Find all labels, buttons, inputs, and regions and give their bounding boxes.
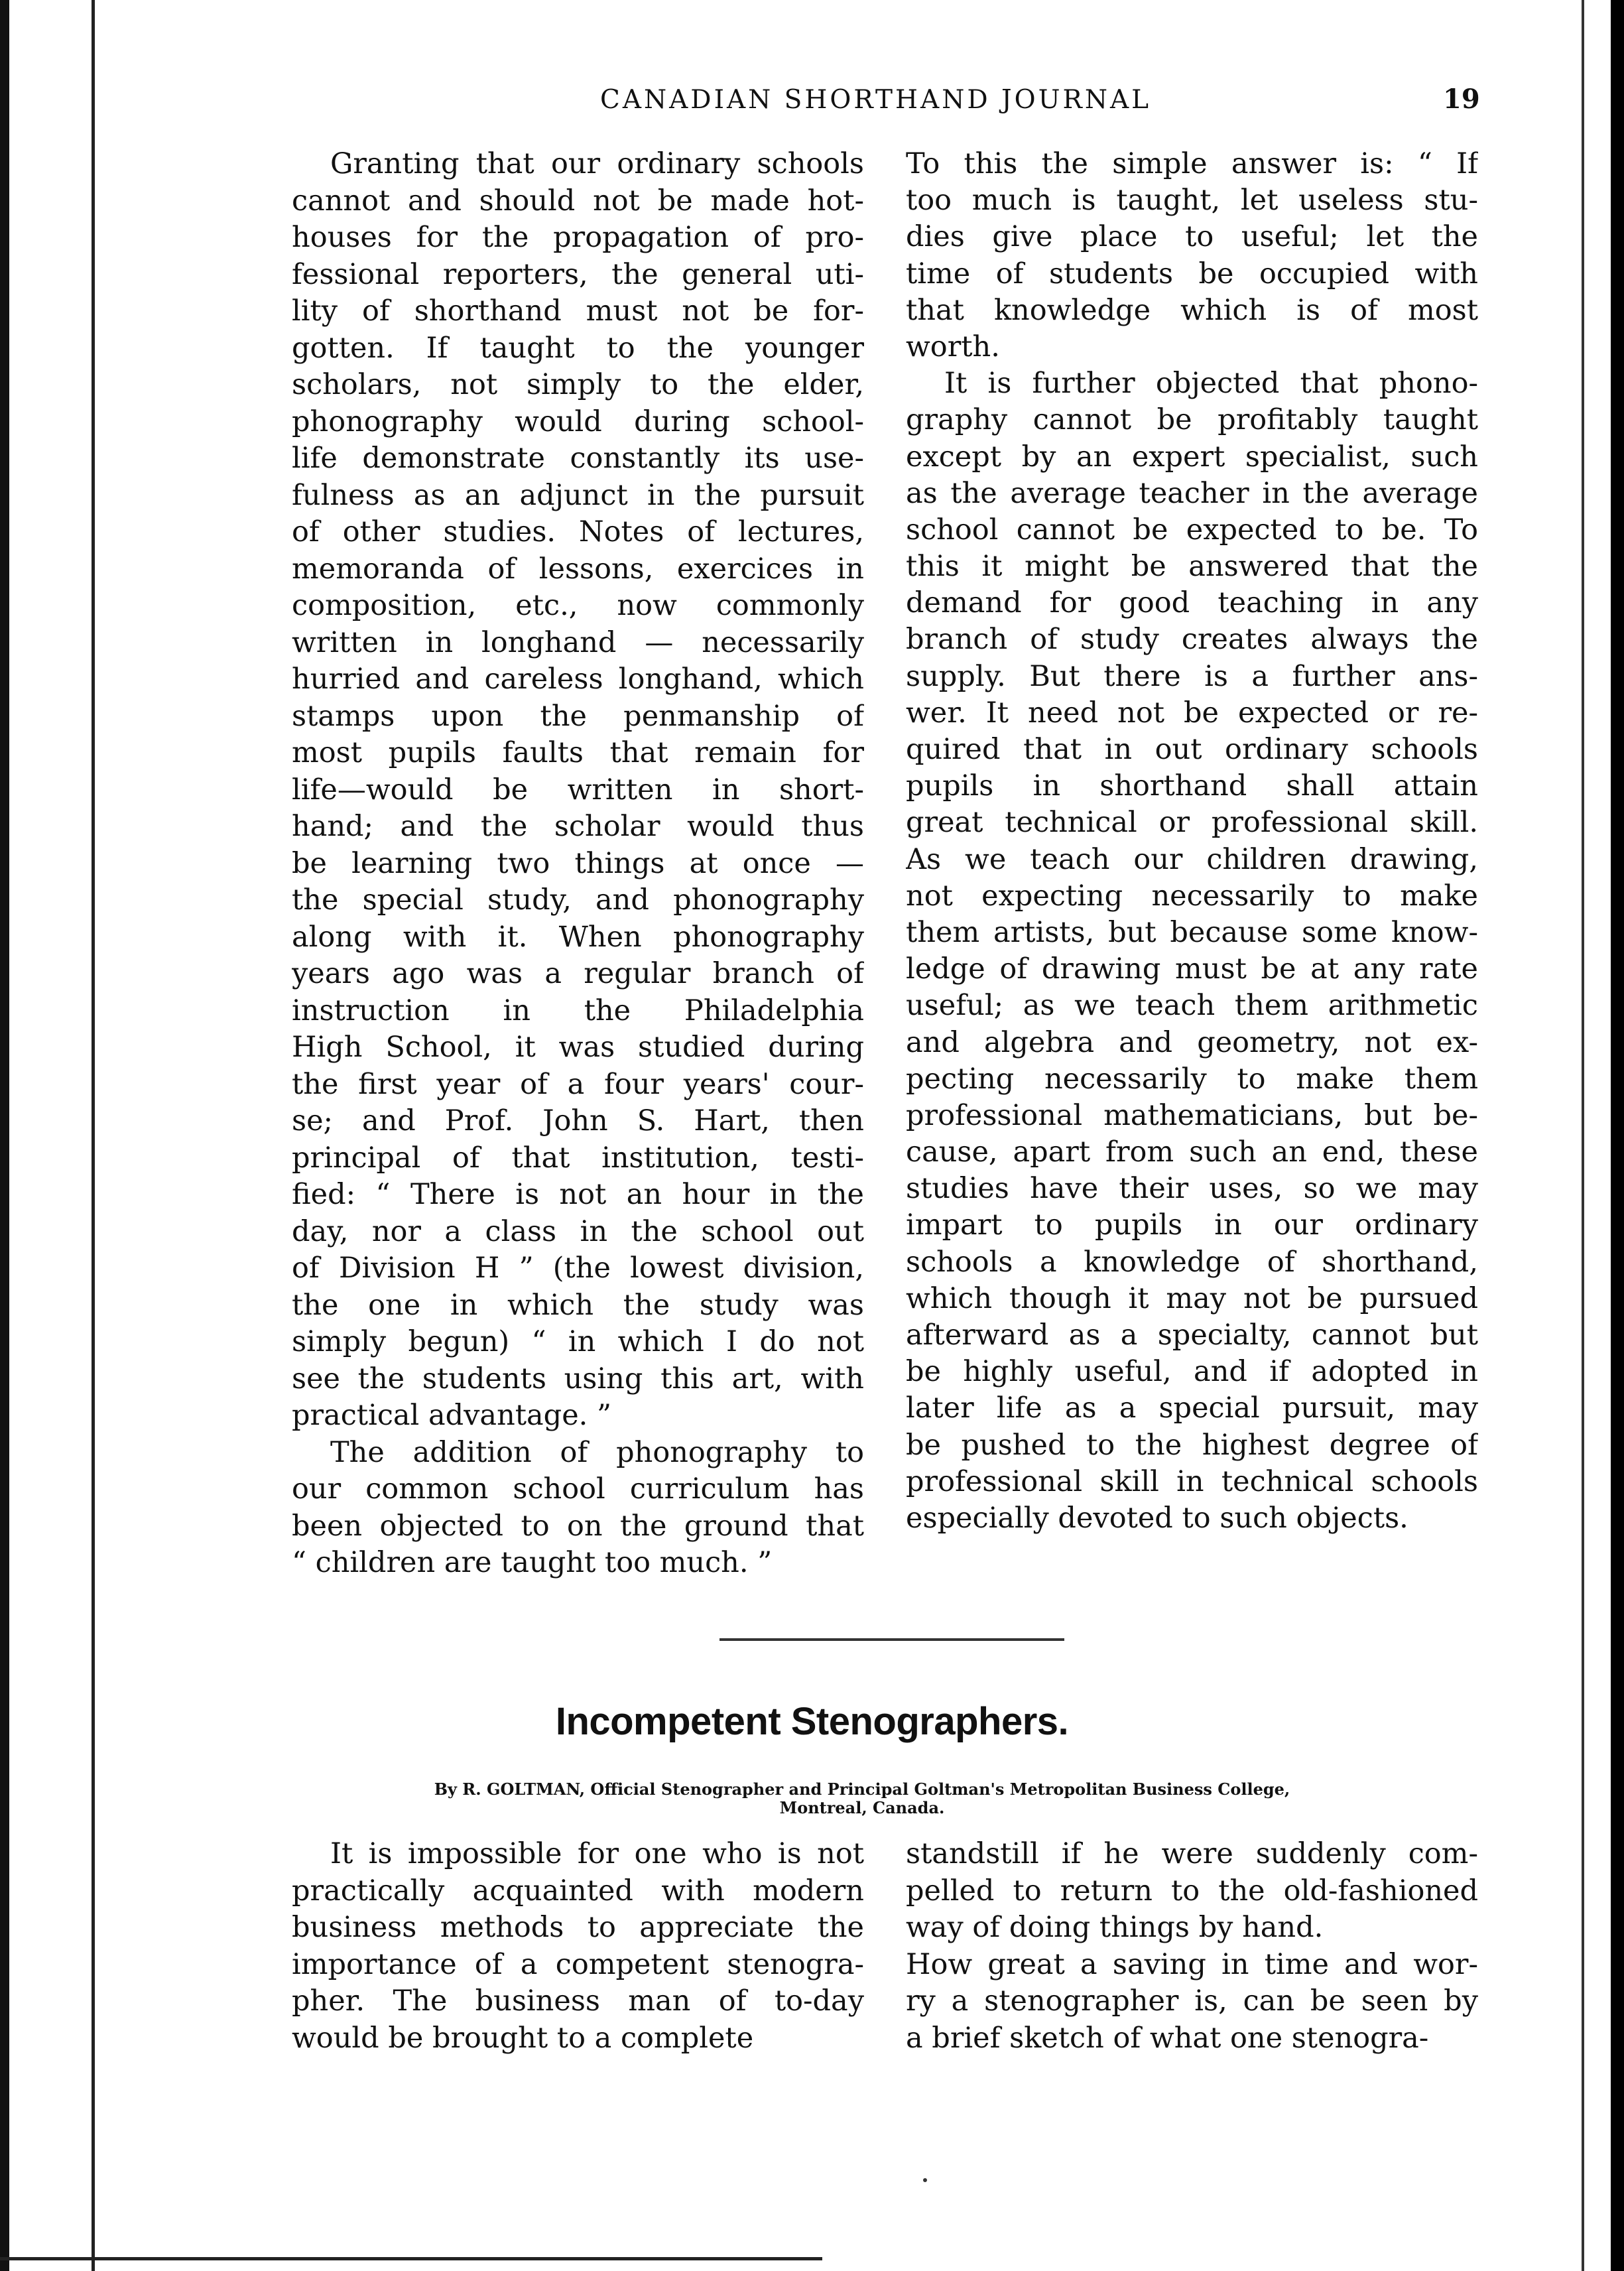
text-line: of other studies. Notes of lectures, [292,515,864,549]
section-divider [719,1638,1064,1641]
text-line: importance of a competent stenogra- [292,1947,864,1981]
text-line: written in longhand — necessarily [292,625,864,659]
text-line: To this the simple answer is: “ If [906,147,1478,180]
text-line: The addition of phonography to [330,1435,864,1469]
text-line: years ago was a regular branch of [292,957,864,990]
text-line: standstill if he were suddenly com- [906,1837,1478,1870]
text-line: ry a stenographer is, can be seen by [906,1984,1478,2018]
scan-speck [923,2178,927,2182]
text-line: cause, apart from such an end, these [906,1136,1478,1169]
text-line: memoranda of lessons, exercices in [292,552,864,586]
text-line: practical advantage. ” [292,1399,611,1432]
text-line: a brief sketch of what one stenogra- [906,2021,1429,2055]
text-line: pher. The business man of to-day [292,1984,864,2018]
text-line: pupils in shorthand shall attain [906,769,1478,803]
text-line: cannot and should not be made hot- [292,184,864,218]
text-line: It is impossible for one who is not [330,1837,864,1870]
text-line: pecting necessarily to make them [906,1062,1478,1096]
article-title: Incompetent Stenographers. [555,1700,1069,1743]
text-line: see the students using this art, with [292,1362,864,1395]
text-line: ledge of drawing must be at any rate [906,952,1478,986]
text-line: quired that in out ordinary schools [906,733,1478,766]
text-line: that knowledge which is of most [906,293,1478,327]
text-line: supply. But there is a further ans- [906,659,1478,693]
text-line: them artists, but because some know- [906,915,1478,949]
text-line: graphy cannot be profitably taught [906,403,1478,437]
text-line: “ children are taught too much. ” [292,1546,773,1579]
text-line: would be brought to a complete [292,2021,754,2055]
text-line: later life as a special pursuit, may [906,1392,1478,1425]
text-line: of Division H ” (the lowest division, [292,1252,864,1285]
text-line: studies have their uses, so we may [906,1172,1478,1206]
scan-right-edge [1611,0,1624,2271]
text-line: except by an expert specialist, such [906,440,1478,474]
text-line: be learning two things at once — [292,846,864,880]
text-line: pelled to return to the old-fashioned [906,1874,1478,1908]
text-line: branch of study creates always the [906,623,1478,657]
text-line: not expecting necessarily to make [906,879,1478,913]
text-line: dies give place to useful; let the [906,220,1478,254]
text-line: se; and Prof. John S. Hart, then [292,1104,864,1137]
text-line: along with it. When phonography [292,920,864,954]
text-line: especially devoted to such objects. [906,1501,1408,1535]
text-line: practically acquainted with modern [292,1874,864,1908]
running-header: CANADIAN SHORTHAND JOURNAL [600,85,1152,115]
text-line: hurried and careless longhand, which [292,663,864,696]
article-byline [345,1780,1379,1817]
text-line: hand; and the scholar would thus [292,810,864,843]
text-line: afterward as a specialty, cannot but [906,1319,1478,1352]
text-line: worth. [906,330,1000,363]
text-line: wer. It need not be expected or re- [906,696,1478,730]
text-line: way of doing things by hand. [906,1911,1324,1944]
text-line: simply begun) “ in which I do not [292,1325,864,1358]
text-line: It is further objected that phono- [944,367,1478,401]
text-line: impart to pupils in our ordinary [906,1208,1478,1242]
text-line: professional skill in technical schools [906,1464,1478,1498]
text-line: fessional reporters, the general uti- [292,257,864,291]
text-line: day, nor a class in the school out [292,1214,864,1248]
text-line: useful; as we teach them arithmetic [906,989,1478,1023]
text-line: the one in which the study was [292,1288,864,1322]
text-line: be pushed to the highest degree of [906,1428,1478,1462]
text-line: most pupils faults that remain for [292,736,864,769]
text-line: school cannot be expected to be. To [906,513,1478,547]
text-line: business methods to appreciate the [292,1911,864,1944]
text-line: scholars, not simply to the elder, [292,368,864,401]
text-line: principal of that institution, testi- [292,1141,864,1175]
text-line: life—would be written in short- [292,773,864,807]
text-line: composition, etc., now commonly [292,589,864,622]
text-line: been objected to on the ground that [292,1509,864,1543]
text-line: houses for the propagation of pro- [292,221,864,254]
text-line: life demonstrate constantly its use- [292,442,864,475]
scan-bottom-line [0,2257,822,2260]
scan-left-edge [0,0,9,2271]
article2-column-left [292,1836,864,2057]
text-line: gotten. If taught to the younger [292,331,864,365]
text-line: the first year of a four years' cour- [292,1067,864,1101]
text-line: our common school curriculum has [292,1472,864,1506]
text-line: instruction in the Philadelphia [292,994,864,1027]
scan-left-rule [92,0,95,2271]
article1-column-right [906,146,1478,1537]
text-line: the special study, and phonography [292,883,864,917]
text-line: stamps upon the penmanship of [292,699,864,733]
text-line: How great a saving in time and wor- [906,1947,1478,1981]
text-line: fied: “ There is not an hour in the [292,1178,864,1211]
text-line: this it might be answered that the [906,550,1478,584]
page-number: 19 [1443,84,1480,115]
text-line: which though it may not be pursued [906,1281,1478,1315]
scan-right-rule [1582,0,1584,2271]
text-line: fulness as an adjunct in the pursuit [292,478,864,512]
text-line: time of students be occupied with [906,257,1478,291]
text-line: demand for good teaching in any [906,586,1478,620]
byline-line: By R. GOLTMAN, Official Stenographer and Principal Goltman's Metropolitan Business College, [434,1780,1290,1799]
text-line: professional mathematicians, but be- [906,1098,1478,1132]
text-line: phonography would during school- [292,405,864,438]
article1-column-left [292,146,864,1582]
byline-line: Montreal, Canada. [779,1798,945,1817]
text-line: lity of shorthand must not be for- [292,294,864,328]
text-line: as the average teacher in the average [906,476,1478,510]
text-line: High School, it was studied during [292,1031,864,1064]
text-line: As we teach our children drawing, [906,842,1478,876]
text-line: schools a knowledge of shorthand, [906,1245,1478,1279]
text-line: too much is taught, let useless stu- [906,184,1478,218]
text-line: be highly useful, and if adopted in [906,1355,1478,1389]
text-line: great technical or professional skill. [906,806,1478,840]
text-line: and algebra and geometry, not ex- [906,1025,1478,1059]
article2-column-right [906,1836,1478,2057]
text-line: Granting that our ordinary schools [330,147,864,180]
